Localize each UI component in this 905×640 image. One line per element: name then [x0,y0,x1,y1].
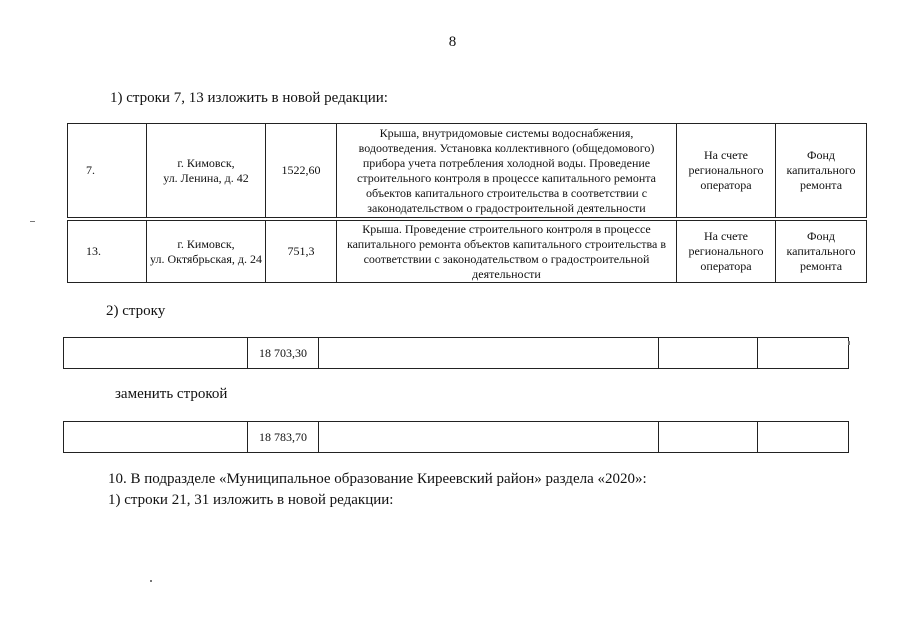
section10-heading: 10. В подразделе «Муниципальное образование Киреевский район» раздела «2020»: [108,471,647,487]
section10-item1: 1) строки 21, 31 изложить в новой редакции: [108,492,394,508]
table-row [64,338,849,369]
scan-artifact [150,580,152,582]
empty-cell [64,422,248,453]
empty-cell [758,422,849,453]
old-total-value: 18 703,30 [248,338,319,369]
row-address: г. Кимовск, ул. Ленина, д. 42 [147,124,266,218]
row-number: 7. [68,124,147,218]
new-total-table [63,421,849,453]
table-row [64,422,849,453]
table-row [68,221,867,283]
new-total-value: 18 783,70 [248,422,319,453]
empty-cell [659,422,758,453]
scan-artifact [848,341,850,345]
row-13-table [67,220,867,283]
section2-intro: 2) строку [106,303,166,319]
replace-label: заменить строкой [115,386,228,402]
rows-7-13-table [67,123,867,218]
row-works: Крыша, внутридомовые системы водоснабжения, водоотведения. Установка коллективного (общедомового) прибора учета потребления холодной воды. Проведение строительного контроля в процессе капитального ремонта объектов капитального строительства в соответствии с законодательством о градостроительной деятельности [337,124,677,218]
empty-cell [319,422,659,453]
row-fund: Фонд капитального ремонта [776,221,867,283]
row-number: 13. [68,221,147,283]
table-row [68,124,867,218]
row-area: 751,3 [266,221,337,283]
page-number: 8 [448,34,457,50]
row-area: 1522,60 [266,124,337,218]
row-works: Крыша. Проведение строительного контроля в процессе капитального ремонта объектов капитального строительства в соответствии с законодательством о градостроительной деятельности [337,221,677,283]
empty-cell [319,338,659,369]
row-address: г. Кимовск, ул. Октябрьская, д. 24 [147,221,266,283]
empty-cell [659,338,758,369]
section1-intro: 1) строки 7, 13 изложить в новой редакции: [110,90,388,106]
row-account: На счете регионального оператора [677,221,776,283]
old-total-table [63,337,849,369]
empty-cell [64,338,248,369]
empty-cell [758,338,849,369]
row-account: На счете регионального оператора [677,124,776,218]
row-fund: Фонд капитального ремонта [776,124,867,218]
scan-artifact [30,221,35,222]
